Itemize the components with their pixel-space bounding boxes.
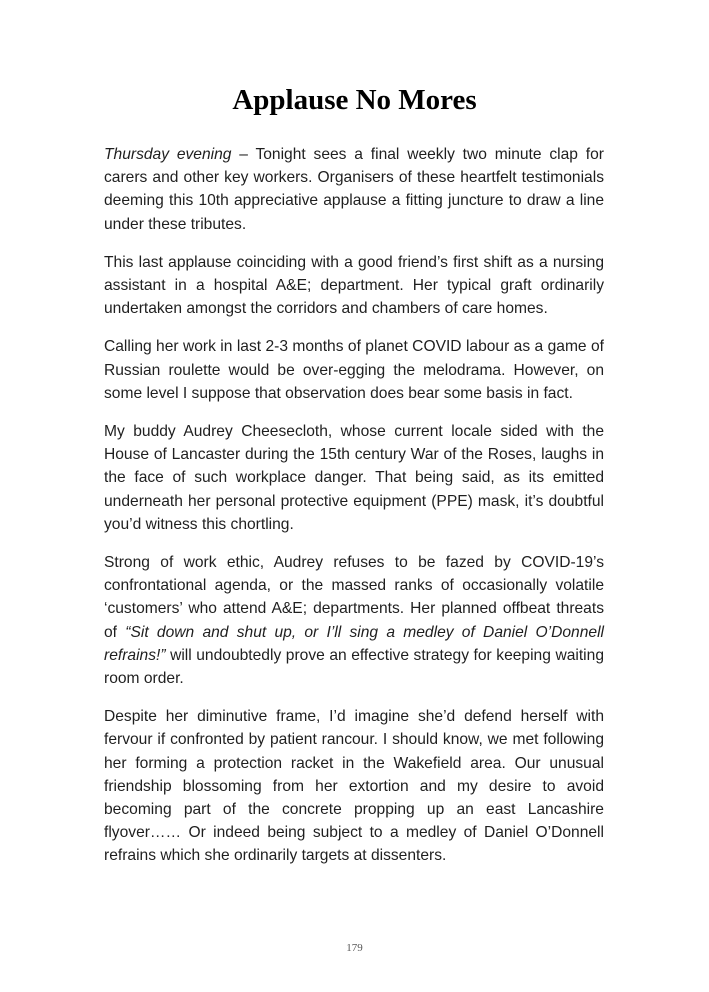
paragraph-6-text: Despite her diminutive frame, I’d imagine she’d defend herself with fervour if confronted by patient rancour. I should know, we met following her forming a protection racket in the Wakefield area. Our unusual friendship blossoming from her extortion and my desire to avoid becoming part of the concrete propping up an east Lancashire flyover…… Or indeed being subject to a medley of Daniel O’Donnell refrains which she ordinarily targets at dissenters. — [104, 708, 604, 865]
page-number: 179 — [346, 942, 363, 954]
paragraph-1 — [104, 143, 604, 236]
paragraph-2-text: This last applause coinciding with a good friend’s first shift as a nursing assistant in a hospital A&E; department. Her typical graft ordinarily undertaken amongst the corridors and chambers of care homes. — [104, 253, 604, 318]
chapter-body — [104, 143, 604, 883]
paragraph-5-text-after: will undoubtedly prove an effective strategy for keeping waiting room order. — [104, 646, 604, 688]
chapter-title: Applause No Mores — [232, 84, 477, 116]
paragraph-1-text: – Tonight sees a final weekly two minute clap for carers and other key workers. Organisers of these heartfelt testimonials deeming this 10th appreciative applause a fitting juncture to draw a line under these tributes. — [104, 146, 604, 233]
paragraph-3 — [104, 335, 604, 405]
paragraph-3-text: Calling her work in last 2-3 months of planet COVID labour as a game of Russian roulette would be over-egging the melodrama. However, on some level I suppose that observation does bear some basis in fact. — [104, 338, 604, 402]
paragraph-4-text: My buddy Audrey Cheesecloth, whose current locale sided with the House of Lancaster during the 15th century War of the Roses, laughs in the face of such workplace danger. That being said, as its emitted underneath her personal protective equipment (PPE) mask, it’s doubtful you’d witness this chortling. — [104, 423, 604, 533]
paragraph-5 — [104, 551, 604, 690]
paragraph-5-quote: “Sit down and shut up, or I’ll sing a medley of Daniel O’Donnell refrains!” — [104, 623, 604, 664]
paragraph-2 — [104, 251, 604, 321]
paragraph-4 — [104, 420, 604, 536]
paragraph-1-lead: Thursday evening — [104, 146, 232, 163]
paragraph-6 — [104, 705, 604, 867]
paragraph-5-text-before: Strong of work ethic, Audrey refuses to be fazed by COVID-19’s confrontational agenda, or the massed ranks of occasionally volatile ‘customers’ who attend A&E; departments. Her planned offbeat threats of — [104, 554, 604, 641]
